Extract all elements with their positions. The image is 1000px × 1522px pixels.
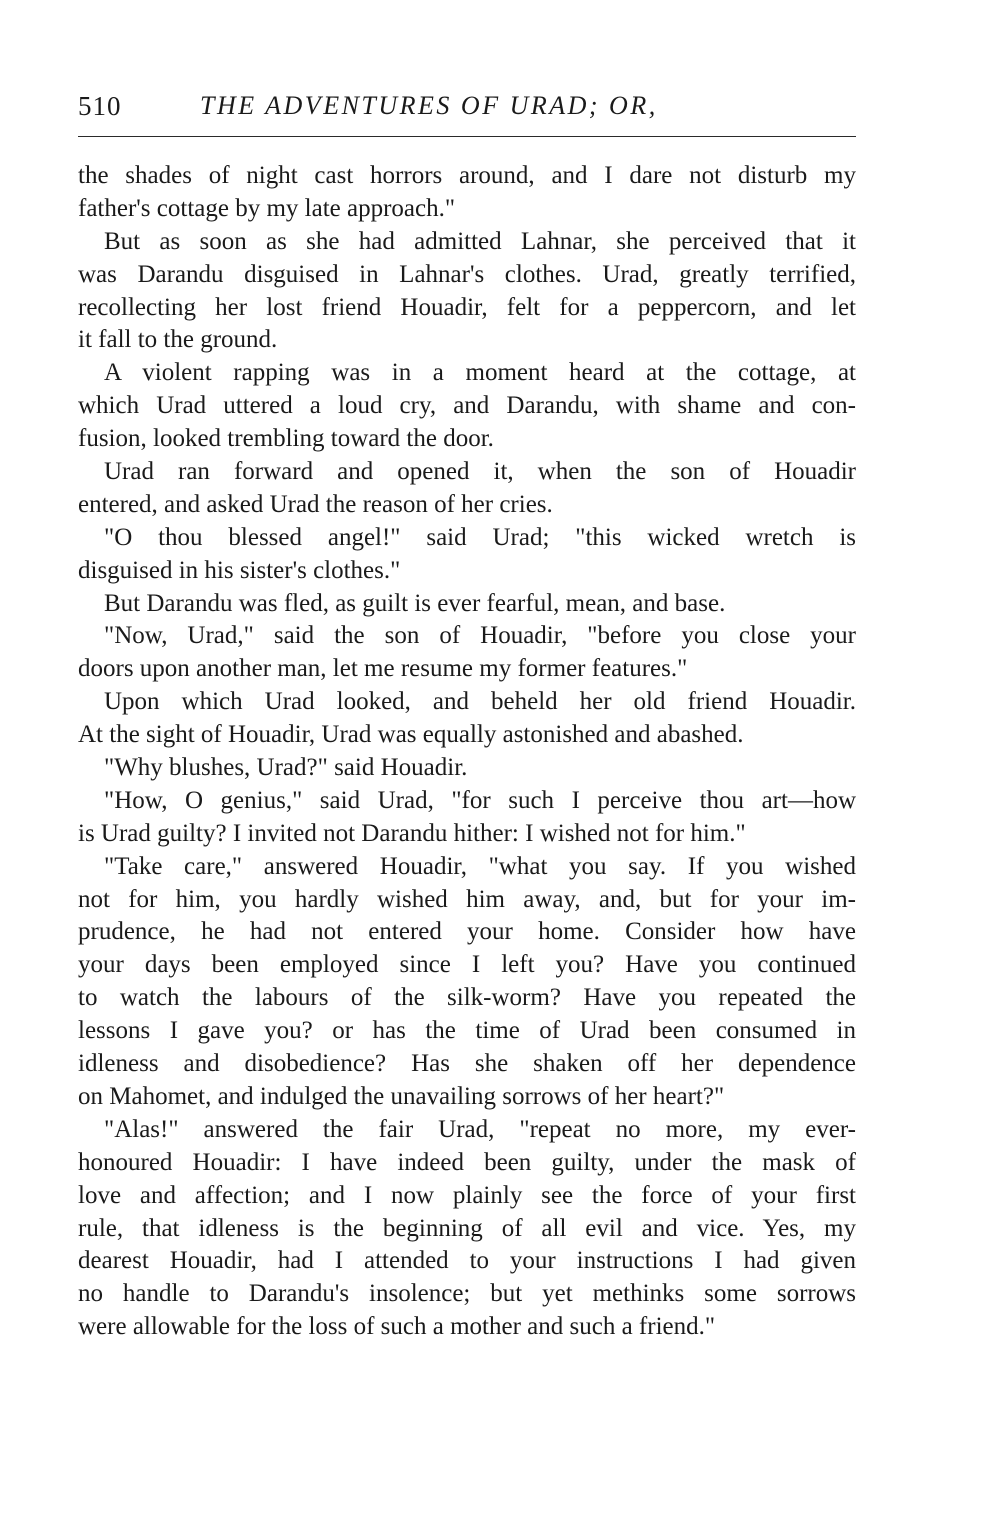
text-line: But as soon as she had admitted Lahnar, she perceived that it (104, 227, 856, 255)
text-line: no handle to Darandu's insolence; but yet methinks some sorrows (78, 1280, 856, 1308)
text-line: is Urad guilty? I invited not Darandu hither: I wished not for him." (78, 819, 746, 847)
text-line: But Darandu was fled, as guilt is ever fearful, mean, and base. (104, 589, 726, 617)
header-rule (78, 136, 856, 137)
text-line: father's cottage by my late approach." (78, 194, 456, 222)
text-line: Upon which Urad looked, and beheld her old friend Houadir. (104, 688, 856, 716)
running-title: THE ADVENTURES OF URAD; OR, (200, 91, 658, 120)
text-line: recollecting her lost friend Houadir, felt for a peppercorn, and let (78, 293, 856, 321)
text-line: idleness and disobedience? Has she shaken off her dependence (78, 1050, 856, 1078)
text-line: were allowable for the loss of such a mother and such a friend." (78, 1313, 716, 1341)
text-line: fusion, looked trembling toward the door. (78, 425, 494, 453)
text-line: rule, that idleness is the beginning of all evil and vice. Yes, my (78, 1214, 856, 1242)
text-line: "Now, Urad," said the son of Houadir, "before you close your (104, 622, 856, 650)
text-line: your days been employed since I left you? Have you continued (78, 951, 856, 979)
text-line: doors upon another man, let me resume my former features." (78, 655, 688, 683)
text-line: not for him, you hardly wished him away, and, but for your im- (78, 885, 856, 913)
text-line: honoured Houadir: I have indeed been guilty, under the mask of (78, 1148, 856, 1176)
text-line: the shades of night cast horrors around, and I dare not disturb my (78, 162, 856, 189)
text-line: on Mahomet, and indulged the unavailing sorrows of her heart?" (78, 1082, 725, 1110)
text-line: "How, O genius," said Urad, "for such I perceive thou art—how (104, 786, 856, 814)
text-line: "Why blushes, Urad?" said Houadir. (104, 754, 468, 782)
text-line: love and affection; and I now plainly see the force of your first (78, 1181, 856, 1209)
text-line: "Take care," answered Houadir, "what you say. If you wished (104, 852, 856, 880)
text-line: A violent rapping was in a moment heard at the cottage, at (104, 359, 856, 387)
running-head (78, 86, 856, 126)
text-line: "O thou blessed angel!" said Urad; "this wicked wretch is (104, 523, 856, 551)
text-line: entered, and asked Urad the reason of her cries. (78, 490, 553, 518)
page-number: 510 (78, 91, 122, 121)
text-line: "Alas!" answered the fair Urad, "repeat no more, my ever- (104, 1115, 856, 1143)
text-line: Urad ran forward and opened it, when the son of Houadir (104, 458, 856, 486)
text-line: which Urad uttered a loud cry, and Darandu, with shame and con- (78, 392, 856, 420)
body-text (78, 160, 856, 1344)
text-line: disguised in his sister's clothes." (78, 556, 401, 584)
text-line: it fall to the ground. (78, 326, 278, 354)
text-line: At the sight of Houadir, Urad was equally astonished and abashed. (78, 721, 744, 749)
text-line: to watch the labours of the silk-worm? Have you repeated the (78, 984, 856, 1012)
text-line: prudence, he had not entered your home. Consider how have (78, 918, 856, 946)
text-line: lessons I gave you? or has the time of Urad been consumed in (78, 1017, 856, 1045)
text-line: dearest Houadir, had I attended to your instructions I had given (78, 1247, 856, 1275)
text-line: was Darandu disguised in Lahnar's clothes. Urad, greatly terrified, (78, 260, 856, 288)
